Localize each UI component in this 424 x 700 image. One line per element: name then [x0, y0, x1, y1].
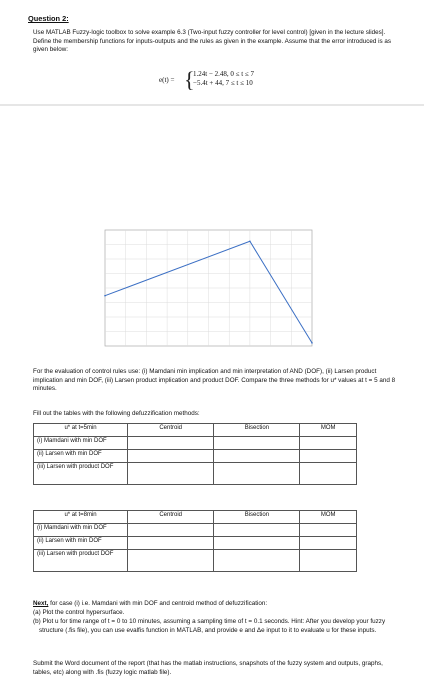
table-header-cell: MOM	[300, 424, 357, 437]
row-label: (i) Mamdani with min DOF	[34, 437, 128, 450]
question-intro: Use MATLAB Fuzzy-logic toolbox to solve example 6.3 (Two-input fuzzy controller for level control) [given in the lecture slides]. Define the membership functions for inputs-outputs and the rules as given in the example. Assume that the error introduced is as given below:	[33, 29, 392, 54]
row-label: (ii) Larsen with min DOF	[34, 450, 128, 463]
row-label: (i) Mamdani with min DOF	[34, 524, 128, 537]
task-a: (a) Plot the control hypersurface.	[33, 609, 125, 616]
table-cell[interactable]	[128, 524, 214, 537]
table-cell[interactable]	[214, 450, 300, 463]
table-cell[interactable]	[214, 437, 300, 450]
row-label: (iii) Larsen with product DOF	[34, 463, 128, 485]
table-cell[interactable]	[128, 450, 214, 463]
table-cell[interactable]	[128, 463, 214, 485]
table-row	[34, 450, 357, 463]
table-row	[34, 550, 357, 572]
table-header-row	[34, 511, 357, 524]
table-header-cell: u* at t=5min	[34, 424, 128, 437]
table-header-row	[34, 424, 357, 437]
table-cell[interactable]	[300, 524, 357, 537]
table-header-cell: Centroid	[128, 424, 214, 437]
section-divider	[0, 104, 424, 106]
question-title: Question 2:	[28, 14, 69, 23]
table-cell[interactable]	[300, 463, 357, 485]
table-header-cell: Bisection	[214, 424, 300, 437]
evaluation-instructions: For the evaluation of control rules use: (i) Mamdani min implication and min interpretation of AND (DOF), (ii) Larsen product implication and min DOF, (iii) Larsen product implication and product DOF. Compare the three methods for u* values at t = 5 and 8 minutes.	[33, 368, 396, 393]
equation-case-1: 1.24t − 2.48, 0 ≤ t ≤ 7	[193, 70, 255, 78]
equation-brace: {	[184, 67, 195, 92]
results-table-t5	[33, 423, 357, 485]
error-plot-svg	[98, 226, 323, 355]
row-label: (iii) Larsen with product DOF	[34, 550, 128, 572]
table-cell[interactable]	[300, 450, 357, 463]
error-plot	[98, 226, 323, 355]
table-row	[34, 537, 357, 550]
table-cell[interactable]	[214, 550, 300, 572]
equation-lhs: e(t) =	[159, 76, 175, 84]
row-label: (ii) Larsen with min DOF	[34, 537, 128, 550]
table-cell[interactable]	[214, 524, 300, 537]
table-header-cell: MOM	[300, 511, 357, 524]
next-label: Next,	[33, 600, 49, 607]
table-cell[interactable]	[214, 463, 300, 485]
table-header-cell: u* at t=8min	[34, 511, 128, 524]
table-cell[interactable]	[214, 537, 300, 550]
table-cell[interactable]	[128, 550, 214, 572]
data-point	[249, 240, 251, 242]
equation-case-2: −5.4t + 44, 7 ≤ t ≤ 10	[193, 79, 253, 87]
table-row	[34, 437, 357, 450]
results-table-t8	[33, 510, 357, 572]
next-text: for case (i) i.e. Mamdani with min DOF and centroid method of defuzzification:	[48, 600, 268, 607]
table-cell[interactable]	[128, 437, 214, 450]
table-cell[interactable]	[300, 437, 357, 450]
data-point	[104, 295, 106, 297]
table-header-cell: Centroid	[128, 511, 214, 524]
task-b: (b) Plot u for time range of t = 0 to 10 minutes, assuming a sampling time of t = 0.1 seconds. Hint: After you develop your fuzzy structure (.fis file), you can use evalfis function in MATLAB, and provide e and Δe input to it to evaluate u for these inputs.	[33, 618, 386, 634]
next-section	[33, 600, 401, 609]
table-row	[34, 463, 357, 485]
table-cell[interactable]	[300, 550, 357, 572]
table-cell[interactable]	[300, 537, 357, 550]
submit-instructions: Submit the Word document of the report (that has the matlab instructions, snapshots of the fuzzy system and outputs, graphs, tables, etc) along with .fis (fuzzy logic matlab file).	[33, 660, 383, 676]
fill-instructions: Fill out the tables with the following defuzzification methods:	[33, 410, 200, 417]
table-row	[34, 524, 357, 537]
table-header-cell: Bisection	[214, 511, 300, 524]
data-point	[311, 342, 313, 344]
table-cell[interactable]	[128, 537, 214, 550]
